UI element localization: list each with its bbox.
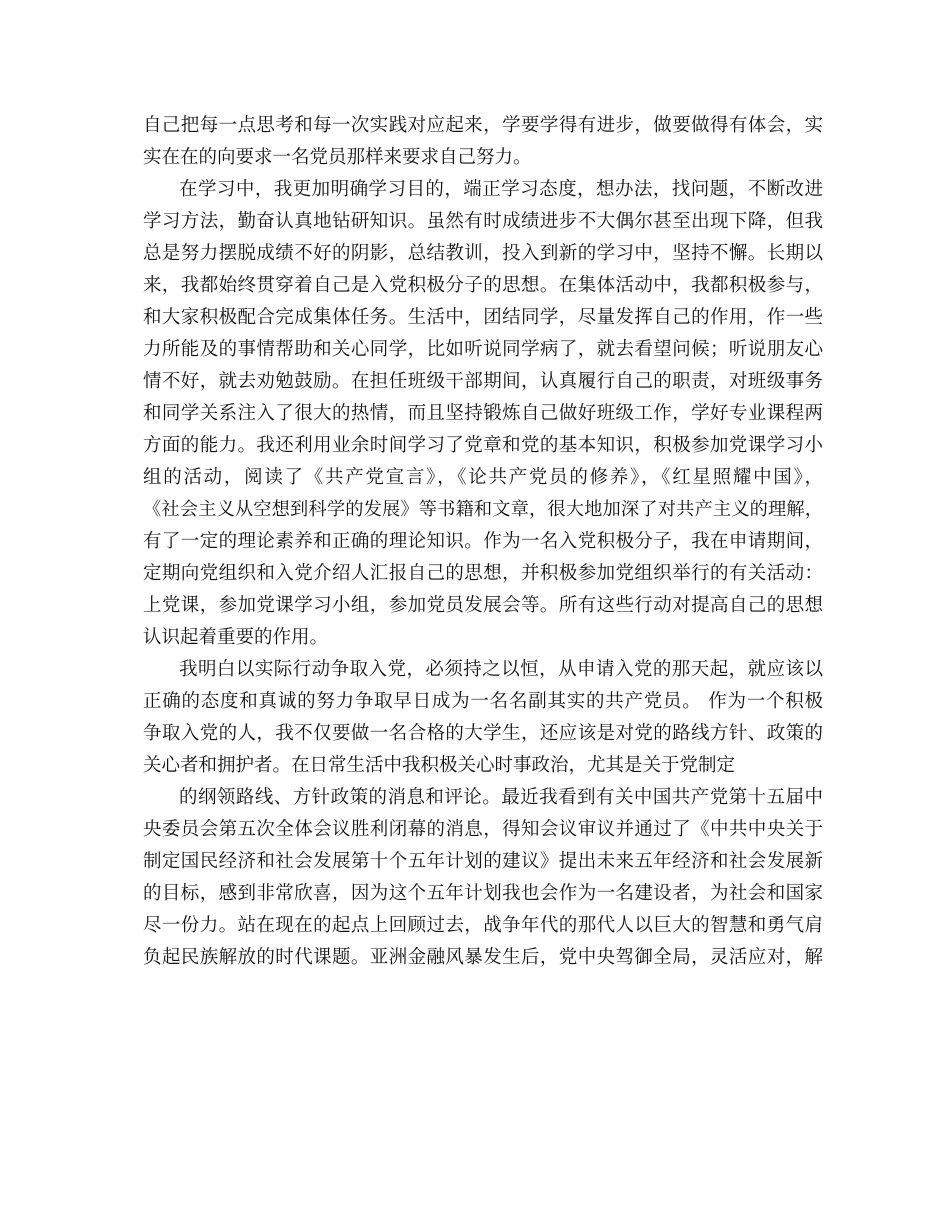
text-line: [143, 782, 823, 814]
text-line-content: 和同学关系注入了很大的热情，而且坚持锻炼自己做好班级工作，学好专业课程两: [143, 403, 823, 424]
text-line: [143, 398, 823, 430]
text-line-content: 上党课，参加党课学习小组，参加党员发展会等。所有这些行动对提高自己的思想: [143, 595, 823, 616]
text-line-content: 组的活动，阅读了《共产党宣言》，《论共产党员的修养》，《红星照耀中国》，: [143, 467, 823, 488]
text-line-content: 和大家积极配合完成集体任务。生活中，团结同学，尽量发挥自己的作用，作一些: [143, 307, 823, 328]
text-line-content: 争取入党的人，我不仅要做一名合格的大学生，还应该是对党的路线方针、政策的: [143, 723, 823, 744]
text-line: [143, 846, 823, 878]
text-line: [143, 494, 823, 526]
text-line: [143, 238, 823, 270]
text-line: [143, 334, 823, 366]
text-line: [143, 622, 823, 654]
text-line-content: 的目标，感到非常欣喜，因为这个五年计划我也会作为一名建设者，为社会和国家: [143, 883, 823, 904]
text-line: [143, 526, 823, 558]
text-line-content: 尽一份力。站在现在的起点上回顾过去，战争年代的那代人以巨大的智慧和勇气肩: [143, 915, 823, 936]
text-line: [143, 910, 823, 942]
text-line-content: 力所能及的事情帮助和关心同学，比如听说同学病了，就去看望问候；听说朋友心: [143, 339, 823, 360]
text-line: [143, 174, 823, 206]
text-line-content: 制定国民经济和社会发展第十个五年计划的建议》提出未来五年经济和社会发展新: [143, 851, 823, 872]
text-line: [143, 302, 823, 334]
text-line: [143, 142, 823, 174]
text-line-content: 学习方法，勤奋认真地钻研知识。虽然有时成绩进步不大偶尔甚至出现下降，但我: [143, 211, 823, 232]
text-line: [143, 110, 823, 142]
text-line-content: 来，我都始终贯穿着自己是入党积极分子的思想。在集体活动中，我都积极参与，: [143, 275, 823, 296]
text-line-content: 总是努力摆脱成绩不好的阴影，总结教训，投入到新的学习中，坚持不懈。长期以: [143, 243, 823, 264]
text-line: [143, 590, 823, 622]
text-line-content: 方面的能力。我还利用业余时间学习了党章和党的基本知识，积极参加党课学习小: [143, 435, 823, 456]
text-line: [143, 270, 823, 302]
text-line: [143, 366, 823, 398]
text-line: [143, 878, 823, 910]
text-line-content: 定期向党组织和入党介绍人汇报自己的思想，并积极参加党组织举行的有关活动：: [143, 563, 823, 584]
text-line: [143, 206, 823, 238]
text-line: [143, 430, 823, 462]
text-line: [143, 750, 823, 782]
text-line: [143, 814, 823, 846]
text-line-content: 有了一定的理论素养和正确的理论知识。作为一名入党积极分子，我在申请期间，: [143, 531, 823, 552]
text-line-content: 我明白以实际行动争取入党，必须持之以恒，从申请入党的那天起，就应该以: [179, 659, 823, 680]
text-line-content: 认识起着重要的作用。: [143, 627, 329, 648]
text-line: [143, 462, 823, 494]
text-line-content: 自己把每一点思考和每一次实践对应起来，学要学得有进步，做要做得有体会，实: [143, 115, 823, 136]
text-line: [143, 654, 823, 686]
text-line-content: 在学习中，我更加明确学习目的，端正学习态度，想办法，找问题，不断改进: [179, 179, 823, 200]
text-line: [143, 686, 823, 718]
text-line-content: 实在在的向要求一名党员那样来要求自己努力。: [143, 147, 532, 168]
text-line: [143, 942, 823, 974]
text-line-content: 央委员会第五次全体会议胜利闭幕的消息，得知会议审议并通过了《中共中央关于: [143, 819, 823, 840]
text-line-content: 关心者和拥护者。在日常生活中我积极关心时事政治，尤其是关于党制定: [143, 755, 736, 776]
text-line-content: 正确的态度和真诚的努力争取早日成为一名名副其实的共产党员。 作为一个积极: [143, 691, 823, 712]
text-line: [143, 558, 823, 590]
text-line-content: 的纲领路线、方针政策的消息和评论。最近我看到有关中国共产党第十五届中: [179, 787, 823, 808]
text-line-content: 《社会主义从空想到科学的发展》等书籍和文章，很大地加深了对共产主义的理解，: [143, 499, 823, 520]
document-body: [143, 110, 823, 974]
text-line-content: 情不好，就去劝勉鼓励。在担任班级干部期间，认真履行自己的职责，对班级事务: [143, 371, 823, 392]
text-line-content: 负起民族解放的时代课题。亚洲金融风暴发生后，党中央驾御全局，灵活应对，解: [143, 947, 823, 968]
text-line: [143, 718, 823, 750]
